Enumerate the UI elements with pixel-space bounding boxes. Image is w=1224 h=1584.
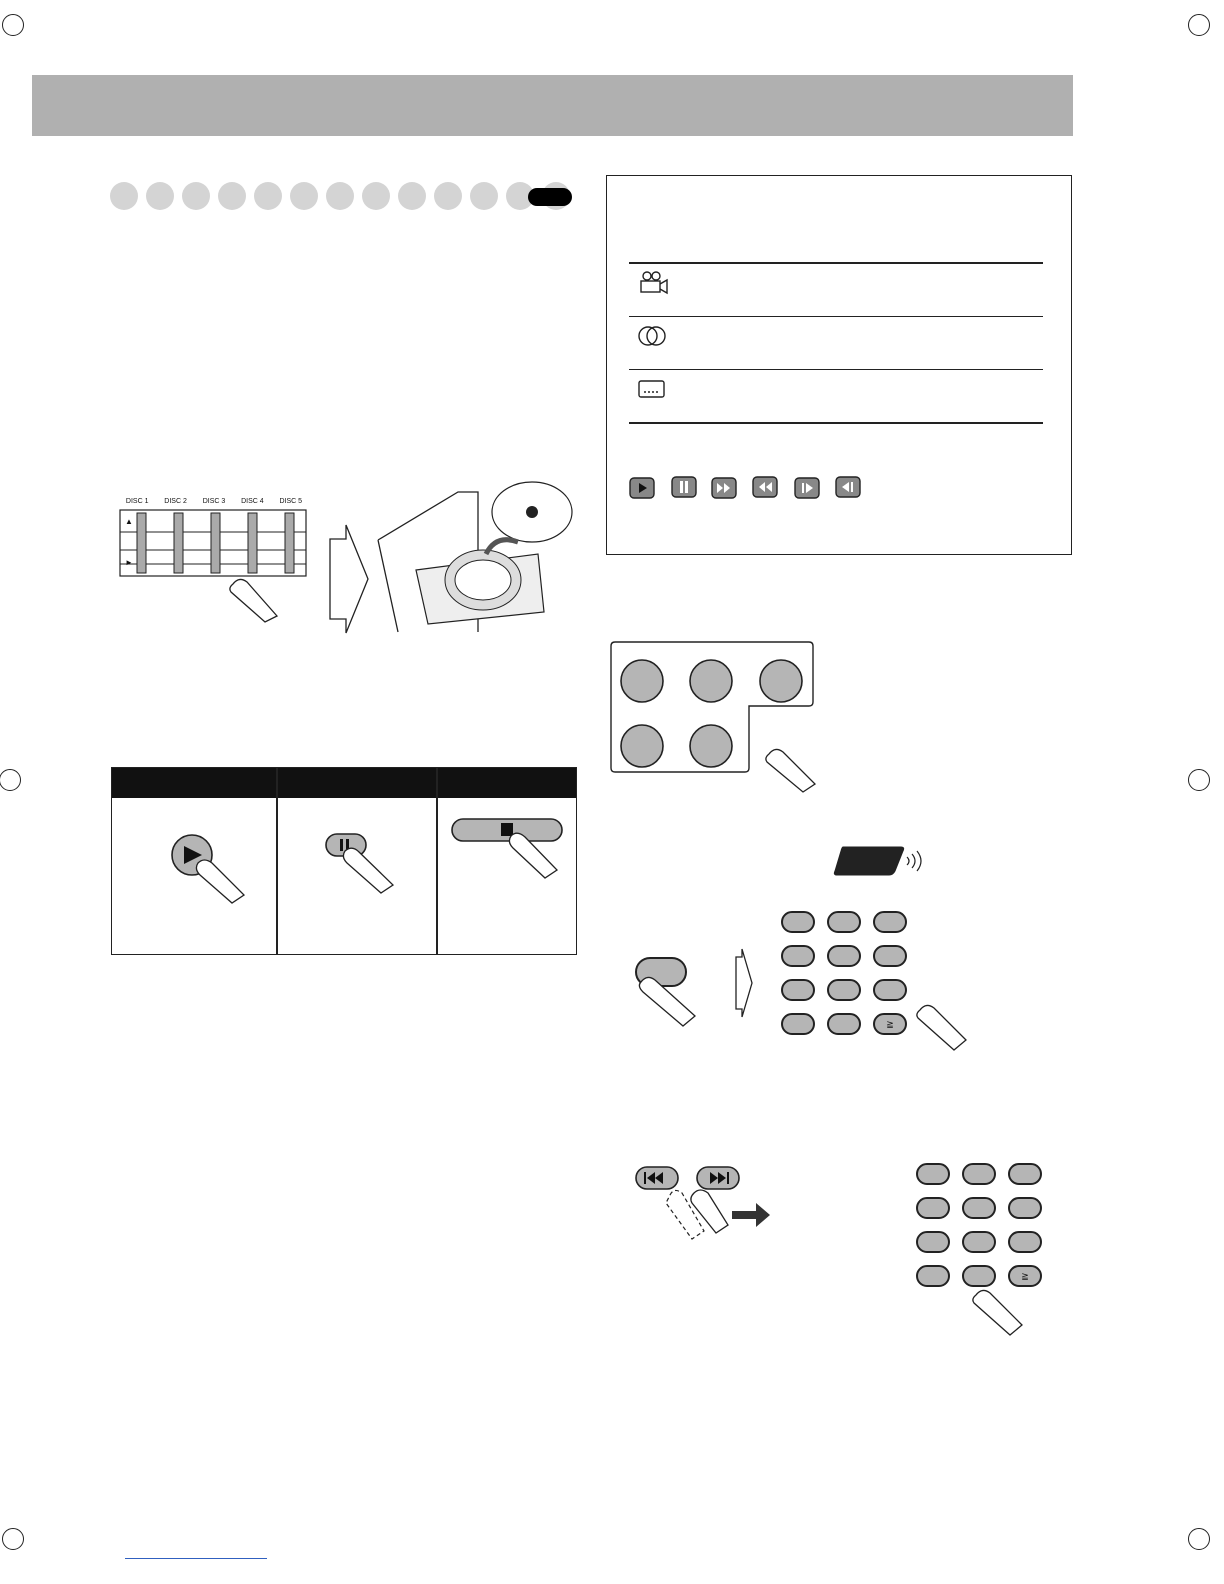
disc-label: DISC 1 <box>125 498 149 505</box>
keypad-key[interactable] <box>962 1163 996 1185</box>
fast-forward-icon <box>711 477 737 499</box>
fast-reverse-icon <box>752 476 778 498</box>
eject-icon: ▲ <box>125 517 133 526</box>
slow-reverse-icon <box>835 476 861 498</box>
operation-table-header <box>112 768 576 798</box>
info-box-divider-bottom <box>629 422 1043 424</box>
keypad-key[interactable] <box>781 945 815 967</box>
keypad-key[interactable] <box>781 979 815 1001</box>
disc-slot-panel <box>118 510 310 582</box>
keypad-key[interactable] <box>962 1197 996 1219</box>
disc-panel-illustration <box>118 498 310 580</box>
column-divider <box>436 768 438 954</box>
camera-angle-icon <box>637 270 671 296</box>
disc-label: DISC 2 <box>164 498 187 505</box>
keypad-key[interactable] <box>827 911 861 933</box>
disc-label: DISC 3 <box>202 498 226 505</box>
keypad-key[interactable] <box>827 945 861 967</box>
keypad-key[interactable] <box>962 1265 996 1287</box>
info-box-divider <box>629 316 1043 317</box>
subtitle-icon <box>637 378 667 400</box>
info-box-divider-top <box>629 262 1043 264</box>
play-icon <box>629 477 655 499</box>
header-band <box>32 75 1073 136</box>
disc-label: DISC 4 <box>241 498 264 505</box>
keypad-key-plus-ten[interactable]: ≧ <box>873 1013 907 1035</box>
keypad-key[interactable] <box>916 1197 950 1219</box>
pause-icon <box>671 476 697 498</box>
slow-forward-icon <box>794 477 820 499</box>
disc-tray-illustration <box>368 482 568 632</box>
info-box-divider <box>629 369 1043 370</box>
keypad-key[interactable] <box>827 1013 861 1035</box>
registration-mark-middle-right <box>1188 769 1210 791</box>
keypad-key[interactable] <box>873 945 907 967</box>
finger-press-icon <box>763 744 823 796</box>
next-step-arrow-icon <box>328 523 370 635</box>
keypad-key[interactable] <box>1008 1197 1042 1219</box>
keypad-key[interactable] <box>827 979 861 1001</box>
section-tag <box>528 188 572 206</box>
finger-press-icon <box>637 970 707 1030</box>
remote-control-icon <box>833 843 933 877</box>
keypad-key[interactable] <box>1008 1163 1042 1185</box>
keypad-key-plus-ten[interactable]: ≧ <box>1008 1265 1042 1287</box>
disc-label: DISC 5 <box>279 498 303 505</box>
next-step-arrow-icon <box>734 947 754 1019</box>
keypad-key[interactable] <box>873 911 907 933</box>
keypad-key[interactable] <box>781 1013 815 1035</box>
registration-mark-middle-left <box>0 769 21 791</box>
keypad-key[interactable] <box>916 1231 950 1253</box>
finger-press-icon <box>914 1000 974 1056</box>
finger-press-icon <box>970 1285 1030 1341</box>
finger-press-icon <box>225 574 285 624</box>
keypad-key[interactable] <box>962 1231 996 1253</box>
play-indicator-icon: ► <box>125 558 133 567</box>
keypad-key[interactable] <box>1008 1231 1042 1253</box>
finger-move-illustration <box>664 1185 774 1245</box>
column-divider <box>276 768 278 954</box>
stop-button-illustration <box>451 818 567 882</box>
play-button-illustration <box>170 833 260 903</box>
audio-language-icon <box>637 324 671 348</box>
pause-button-illustration <box>325 833 405 897</box>
keypad-key[interactable] <box>781 911 815 933</box>
disc-labels <box>118 498 310 505</box>
info-box <box>606 175 1072 555</box>
registration-mark-top-left <box>2 14 24 36</box>
registration-mark-top-right <box>1188 14 1210 36</box>
registration-mark-bottom-left <box>2 1528 24 1550</box>
registration-mark-bottom-right <box>1188 1528 1210 1550</box>
keypad-key[interactable] <box>916 1163 950 1185</box>
keypad-key[interactable] <box>873 979 907 1001</box>
keypad-key[interactable] <box>916 1265 950 1287</box>
footer-link-underline <box>125 1558 267 1559</box>
